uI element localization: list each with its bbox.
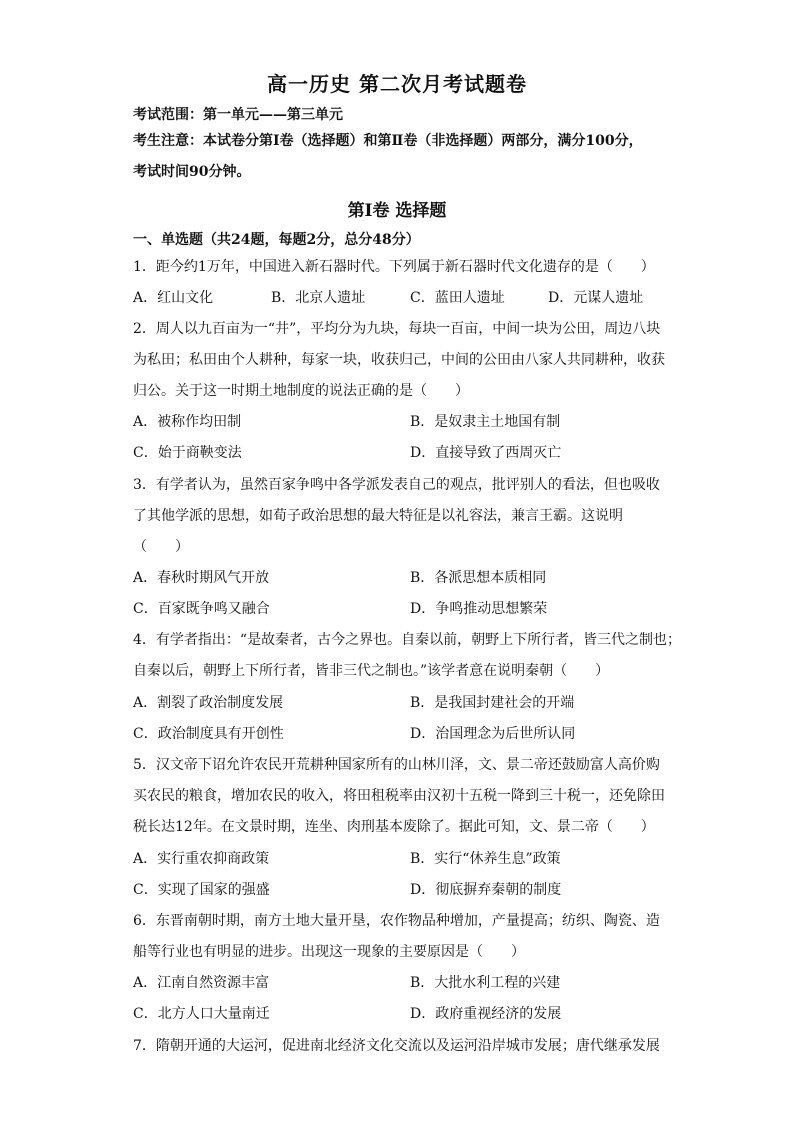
q5-option-c: C．实现了国家的强盛 — [133, 882, 270, 898]
q5-option-b: B．实行“休养生息”政策 — [410, 851, 561, 867]
q4-option-d: D．治国理念为后世所认同 — [410, 726, 576, 742]
q1-option-d: D．元谋人遗址 — [548, 290, 644, 306]
question-4-line-2: 自秦以后，朝野上下所行者，皆非三代之制也。”该学者意在说明秦朝（ ） — [133, 663, 610, 679]
q3-option-d: D．争鸣推动思想繁荣 — [410, 601, 548, 617]
q3-option-b: B．各派思想本质相同 — [410, 570, 547, 586]
question-2-line-3: 归公。关于这一时期土地制度的说法正确的是（ ） — [133, 383, 469, 399]
notice-line-1: 考生注意：本试卷分第Ⅰ卷（选择题）和第Ⅱ卷（非选择题）两部分，满分100分， — [133, 133, 643, 149]
q4-option-b: B．是我国封建社会的开端 — [410, 695, 575, 711]
q1-option-b: B．北京人遗址 — [271, 290, 366, 306]
section-single-choice: 一、单选题（共24题，每题2分，总分48分） — [133, 232, 420, 248]
question-2-line-1: 2．周人以九百亩为一“井”，平均分为九块，每块一百亩，中间一块为公田，周边八块 — [133, 321, 661, 337]
q2-option-d: D．直接导致了西周灭亡 — [410, 445, 562, 461]
exam-title: 高一历史 第二次月考试题卷 — [267, 72, 527, 96]
q5-option-a: A．实行重农抑商政策 — [133, 851, 270, 867]
q6-option-a: A．江南自然资源丰富 — [133, 975, 270, 991]
question-3-line-3: （ ） — [133, 539, 189, 555]
q4-option-a: A．割裂了政治制度发展 — [133, 695, 284, 711]
question-6-line-1: 6．东晋南朝时期，南方土地大量开垦，农作物品种增加，产量提高；纺织、陶瓷、造 — [133, 913, 660, 929]
q6-option-c: C．北方人口大量南迁 — [133, 1006, 270, 1022]
exam-range: 考试范围：第一单元——第三单元 — [133, 107, 343, 123]
question-1-text: 1．距今约1万年，中国进入新石器时代。下列属于新石器时代文化遗存的是（ ） — [133, 259, 655, 275]
q1-option-c: C．蓝田人遗址 — [410, 290, 505, 306]
q6-option-d: D．政府重视经济的发展 — [410, 1006, 562, 1022]
question-5-line-2: 买农民的粮食，增加农民的收入，将田租税率由汉初十五税一降到三十税一，还免除田 — [133, 788, 665, 804]
question-5-line-1: 5．汉文帝下诏允许农民开荒耕种国家所有的山林川泽，文、景二帝还鼓励富人高价购 — [133, 757, 660, 773]
q5-option-d: D．彻底摒弃秦朝的制度 — [410, 882, 562, 898]
q4-option-c: C．政治制度具有开创性 — [133, 726, 284, 742]
question-4-line-1: 4．有学者指出：“是故秦者，古今之界也。自秦以前，朝野上下所行者，皆三代之制也； — [133, 632, 682, 648]
question-3-line-2: 了其他学派的思想，如荀子政治思想的最大特征是以礼容法，兼言王霸。这说明 — [133, 508, 623, 524]
q2-option-c: C．始于商鞅变法 — [133, 445, 242, 461]
q3-option-c: C．百家既争鸣又融合 — [133, 601, 270, 617]
q3-option-a: A．春秋时期风气开放 — [133, 570, 270, 586]
q2-option-b: B．是奴隶主土地国有制 — [410, 414, 561, 430]
question-2-line-2: 为私田；私田由个人耕种，每家一块，收获归己，中间的公田由八家人共同耕种，收获 — [133, 352, 665, 368]
notice-line-2: 考试时间90分钟。 — [133, 164, 251, 180]
q6-option-b: B．大批水利工程的兴建 — [410, 975, 561, 991]
part-1-title: 第Ⅰ卷 选择题 — [347, 201, 447, 221]
question-7-line-1: 7．隋朝开通的大运河，促进南北经济文化交流以及运河沿岸城市发展；唐代继承发展 — [133, 1038, 660, 1054]
q1-option-a: A．红山文化 — [133, 290, 214, 306]
question-3-line-1: 3．有学者认为，虽然百家争鸣中各学派发表自己的观点，批评别人的看法，但也吸收 — [133, 477, 660, 493]
question-6-line-2: 船等行业也有明显的进步。出现这一现象的主要原因是（ ） — [133, 944, 525, 960]
question-5-line-3: 税长达12年。在文景时期，连坐、肉刑基本废除了。据此可知，文、景二帝（ ） — [133, 819, 655, 835]
q2-option-a: A．被称作均田制 — [133, 414, 242, 430]
